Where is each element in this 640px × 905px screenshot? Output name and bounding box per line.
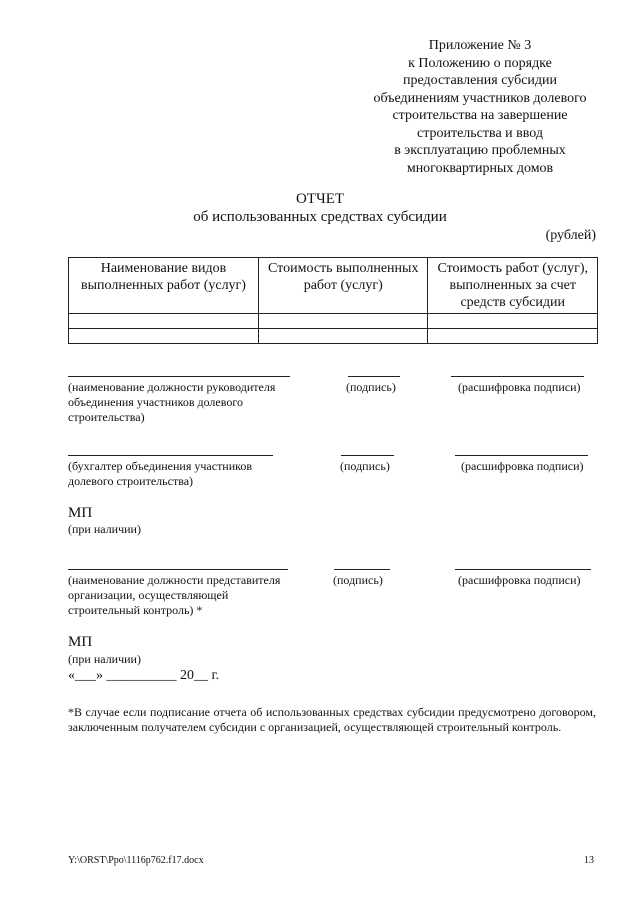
appendix-line: к Положению о порядке	[408, 55, 552, 71]
signature-line[interactable]	[348, 376, 400, 377]
signature-label: (подпись)	[346, 380, 396, 394]
report-table	[68, 257, 598, 344]
table-row	[69, 314, 598, 329]
position-label: (наименование должности представителя организации, осуществляющей строительный контроль) *	[68, 573, 281, 617]
table-cell[interactable]	[259, 314, 428, 329]
position-line[interactable]	[68, 455, 273, 456]
table-cell[interactable]	[428, 329, 598, 344]
stamp-note: (при наличии)	[68, 522, 141, 536]
decoding-label: (расшифровка подписи)	[458, 380, 581, 394]
report-title: ОТЧЕТ	[295, 191, 345, 207]
table-header-cell: Стоимость выполненных работ (услуг)	[259, 258, 428, 314]
signature-label: (подпись)	[333, 573, 383, 587]
table-row	[69, 329, 598, 344]
table-header-cell: Стоимость работ (услуг), выполненных за счет средств субсидии	[428, 258, 598, 314]
decoding-line[interactable]	[451, 376, 584, 377]
table-cell[interactable]	[259, 329, 428, 344]
table-cell[interactable]	[69, 329, 259, 344]
appendix-line: в эксплуатацию проблемных	[394, 143, 566, 158]
appendix-header	[355, 37, 605, 177]
table-cell[interactable]	[428, 314, 598, 329]
position-line[interactable]	[68, 569, 288, 570]
position-label: (наименование должности руководителя объединения участников долевого строительства)	[68, 380, 276, 424]
decoding-line[interactable]	[455, 455, 588, 456]
signature-line[interactable]	[341, 455, 394, 456]
date-line[interactable]: «___» __________ 20__ г.	[68, 668, 220, 683]
appendix-line: многоквартирных домов	[406, 160, 554, 176]
stamp-label: МП	[68, 634, 93, 650]
decoding-line[interactable]	[455, 569, 591, 570]
decoding-label: (расшифровка подписи)	[461, 459, 584, 473]
footnote: *В случае если подписание отчета об использованных средствах субсидии предусмотрено договором, заключенным получателем субсидии с организацией, осуществляющей строительный контроль.	[68, 705, 596, 734]
appendix-line: объединениям участников долевого	[373, 90, 587, 106]
table-header-row	[69, 258, 598, 314]
position-label: (бухгалтер объединения участников долевого строительства)	[68, 459, 253, 488]
report-subtitle: об использованных средствах субсидии	[193, 209, 447, 225]
table-header-cell: Наименование видов выполненных работ (услуг)	[69, 258, 259, 314]
table-cell[interactable]	[69, 314, 259, 329]
signature-label: (подпись)	[340, 459, 390, 473]
stamp-note: (при наличии)	[68, 652, 141, 666]
position-line[interactable]	[68, 376, 290, 377]
appendix-line: строительства и ввод	[416, 125, 543, 141]
stamp-label: МП	[68, 505, 93, 521]
signature-line[interactable]	[334, 569, 390, 570]
decoding-label: (расшифровка подписи)	[458, 573, 581, 587]
appendix-line: строительства на завершение	[392, 108, 568, 123]
page-number: 13	[584, 855, 594, 866]
appendix-line: Приложение № 3	[428, 38, 532, 53]
file-path: Y:\ORST\Ppo\1116p762.f17.docx	[68, 855, 204, 866]
appendix-line: предоставления субсидии	[402, 73, 558, 88]
units-label: (рублей)	[545, 228, 596, 243]
